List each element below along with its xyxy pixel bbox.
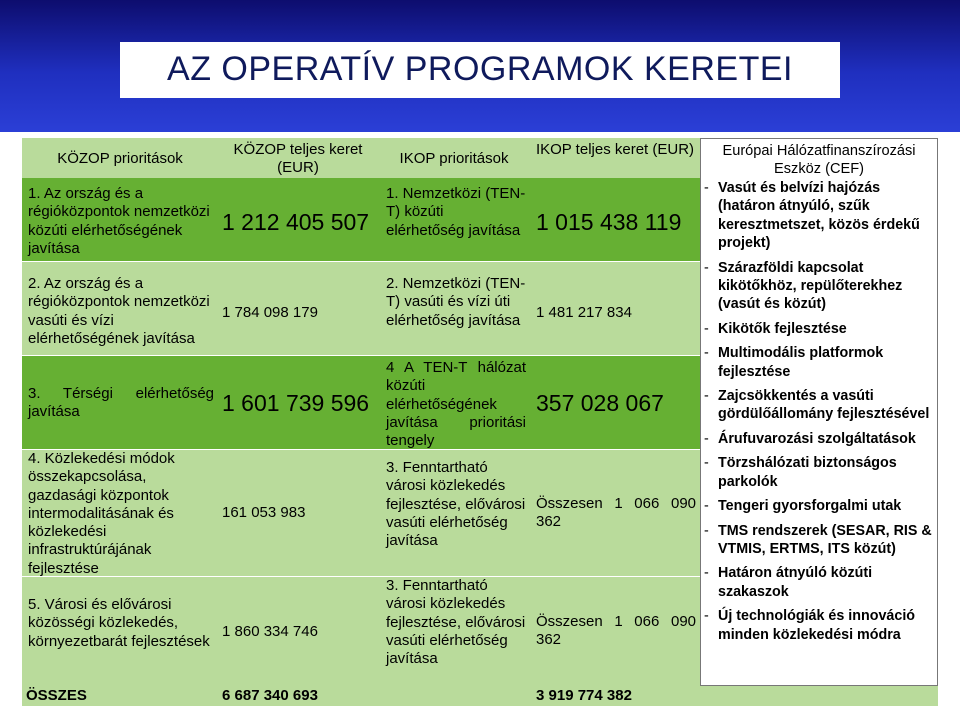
kozop-priority-1: 1. Az ország és a régióközpontok nemzetközi közúti elérhetőségének javítása (22, 178, 218, 261)
row-divider (22, 449, 700, 450)
cef-item: - Új technológiák és innováció minden közlekedési módra (704, 608, 916, 643)
kozop-budget-1: 1 212 405 507 (218, 178, 378, 261)
dash-icon: - (704, 498, 709, 515)
cef-item: - Árufuvarozási szolgáltatások (704, 430, 916, 447)
ikop-budget-2: 1 481 217 834 (530, 261, 700, 355)
cef-item: - Törzshálózati biztonságos parkolók (704, 455, 897, 490)
slide-title: AZ OPERATÍV PROGRAMOK KERETEI (167, 50, 793, 88)
dash-icon: - (704, 388, 709, 405)
header-ikop-priorities: IKOP prioritások (378, 138, 530, 178)
ikop-priority-1: 1. Nemzetközi (TEN-T) közúti elérhetőség javítása (378, 178, 530, 261)
dash-icon: - (704, 608, 709, 625)
ikop-priority-5: 3. Fenntartható városi közlekedés fejlesztése, elővárosi vasúti elérhetőség javítása (378, 576, 530, 686)
kozop-priority-3: 3. Térségi elérhetőség javítása (22, 355, 218, 449)
row-divider (22, 261, 700, 262)
ikop-budget-1: 1 015 438 119 (530, 178, 700, 261)
kozop-budget-5: 1 860 334 746 (218, 576, 378, 686)
kozop-priority-5: 5. Városi és elővárosi közösségi közlekedés, környezetbarát fejlesztések (22, 576, 218, 686)
cef-panel (700, 138, 938, 686)
ikop-budget-4: Összesen 1 066 090 362 (530, 449, 700, 576)
cef-item: - Kikötők fejlesztése (704, 320, 847, 337)
kozop-priority-2: 2. Az ország és a régióközpontok nemzetközi vasúti és vízi elérhetőségének javítása (22, 261, 218, 355)
dash-icon: - (704, 565, 709, 582)
cef-item: - Határon átnyúló közúti szakaszok (704, 565, 873, 600)
cef-item: - Zajcsökkentés a vasúti gördülőállomány fejlesztésével (704, 388, 930, 423)
ikop-priority-3: 4 A TEN-T hálózat közúti elérhetőségének javítása prioritási tengely (378, 355, 530, 449)
cef-item: - TMS rendszerek (SESAR, RIS & VTMIS, ERTMS, ITS közút) (704, 522, 932, 557)
dash-icon: - (704, 455, 709, 472)
dash-icon: - (704, 345, 709, 362)
row-divider (22, 576, 700, 577)
cef-item: - Multimodális platformok fejlesztése (704, 345, 884, 380)
ikop-priority-2: 2. Nemzetközi (TEN-T) vasúti és vízi úti elérhetőség javítása (378, 261, 530, 355)
ikop-budget-3: 357 028 067 (530, 355, 700, 449)
totals-label: ÖSSZES (26, 687, 87, 704)
row-divider (22, 355, 700, 356)
dash-icon: - (704, 259, 709, 276)
cef-header: Európai Hálózatfinanszírozási Eszköz (CEF) (722, 143, 916, 177)
kozop-budget-4: 161 053 983 (218, 449, 378, 576)
cef-item: - Szárazföldi kapcsolat kikötőkhöz, repülőterekhez (vasút és közút) (704, 259, 903, 313)
header-kozop-priorities: KÖZOP prioritások (22, 138, 218, 178)
ikop-budget-5: Összesen 1 066 090 362 (530, 576, 700, 686)
header-kozop-budget: KÖZOP teljes keret (EUR) (218, 138, 378, 178)
kozop-budget-2: 1 784 098 179 (218, 261, 378, 355)
kozop-budget-3: 1 601 739 596 (218, 355, 378, 449)
cef-item: - Vasút és belvízi hajózás (határon átnyúló, szűk keresztmetszet, közös érdekű projekt) (704, 180, 920, 252)
cef-list (701, 179, 937, 644)
dash-icon: - (704, 180, 709, 196)
cef-item: - Tengeri gyorsforgalmi utak (704, 498, 902, 515)
header-ikop-budget: IKOP teljes keret (EUR) (530, 138, 700, 178)
dash-icon: - (704, 320, 709, 337)
dash-icon: - (704, 522, 709, 539)
kozop-total: 6 687 340 693 (222, 687, 318, 704)
dash-icon: - (704, 430, 709, 447)
ikop-total: 3 919 774 382 (536, 687, 632, 704)
kozop-priority-4: 4. Közlekedési módok összekapcsolása, gazdasági központok intermodalitásának és közlekedési infrastruktúrájának fejlesztése (22, 449, 218, 576)
ikop-priority-4: 3. Fenntartható városi közlekedés fejlesztése, elővárosi vasúti elérhetőség javítása (378, 449, 530, 576)
totals-row (22, 686, 938, 706)
